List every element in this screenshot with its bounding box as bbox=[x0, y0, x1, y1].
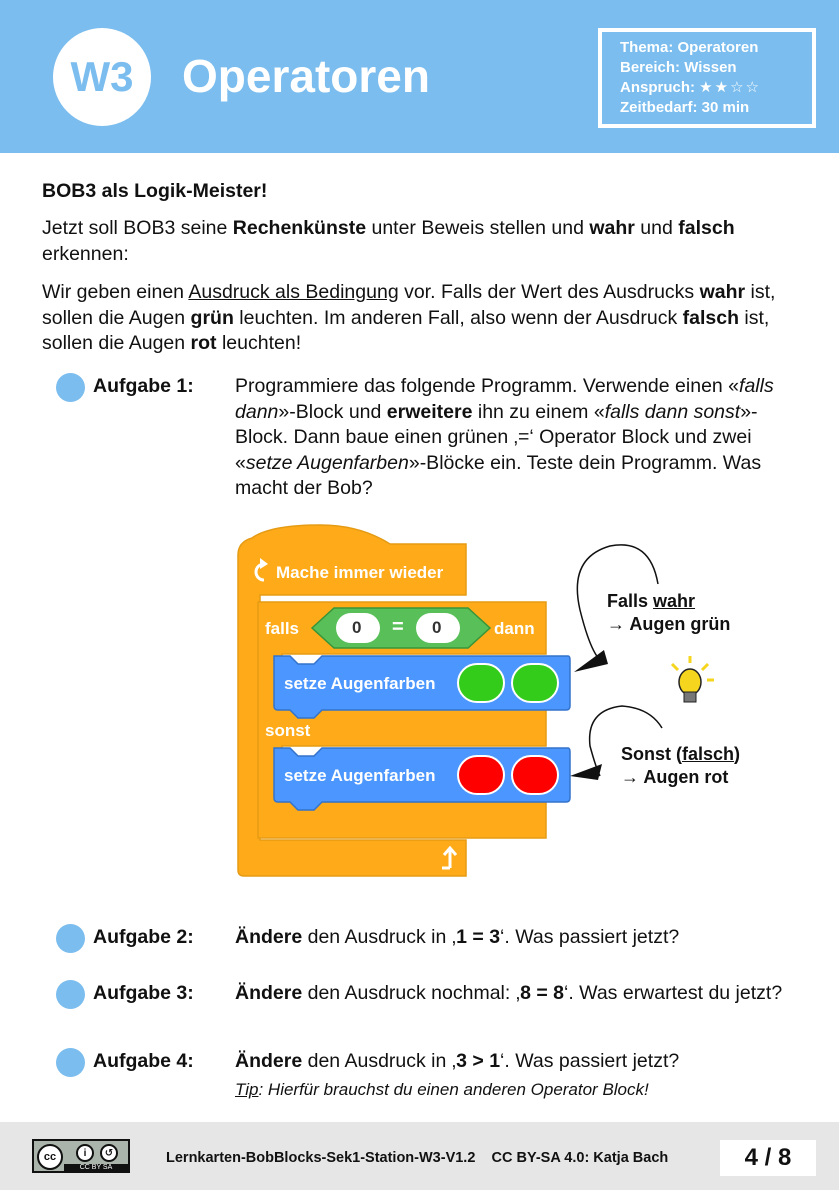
text-run: »-Block. Dann baue einen grünen ‚=‘ Operator Block und zwei « bbox=[235, 400, 758, 474]
intro-paragraph-1 bbox=[42, 216, 802, 267]
task-3-text bbox=[235, 981, 795, 1007]
text-run: → Augen rot bbox=[621, 767, 729, 787]
text-bold: falsch bbox=[678, 217, 735, 239]
text-bold: Ändere bbox=[235, 926, 303, 948]
note-true bbox=[607, 590, 730, 636]
text-run: ihn zu einem « bbox=[472, 400, 605, 423]
text-underlined: Ausdruck als Bedingung bbox=[188, 281, 399, 303]
meta-anspruch-label: Anspruch: bbox=[620, 79, 695, 96]
left-value: 0 bbox=[352, 618, 362, 637]
eye-right-red bbox=[512, 756, 558, 794]
task-bullet bbox=[56, 924, 85, 953]
cc-license-badge bbox=[32, 1139, 130, 1173]
section-heading: BOB3 als Logik-Meister! bbox=[42, 180, 268, 202]
text-run: leuchten. Im anderen Fall, also wenn der Ausdruck bbox=[233, 306, 683, 329]
footer bbox=[0, 1122, 839, 1190]
text-bold: 3 > 1 bbox=[456, 1050, 501, 1072]
text-bold: Ändere bbox=[235, 982, 303, 1004]
task-2-text bbox=[235, 925, 795, 951]
task-4-text bbox=[235, 1049, 795, 1075]
text-run: »-Blöcke ein. Teste dein Programm. Was macht der Bob? bbox=[235, 451, 762, 499]
text-bold: Rechenkünste bbox=[232, 217, 367, 239]
text-bold: wahr bbox=[699, 281, 746, 303]
meta-thema: Thema: Operatoren bbox=[620, 39, 759, 56]
text-bold: 1 = 3 bbox=[456, 926, 501, 948]
text-run: und bbox=[634, 217, 679, 239]
program-diagram bbox=[230, 520, 830, 890]
note-false bbox=[621, 743, 740, 789]
page-number: 4 / 8 bbox=[720, 1140, 816, 1176]
meta-zeitbedarf: Zeitbedarf: 30 min bbox=[620, 99, 750, 116]
page-title: Operatoren bbox=[182, 50, 430, 102]
text-run: »-Block und bbox=[278, 400, 387, 423]
text-bold: Ändere bbox=[235, 1050, 303, 1072]
loop-label: Mache immer wieder bbox=[276, 563, 444, 582]
meta-anspruch bbox=[620, 78, 812, 98]
if-label: falls bbox=[265, 619, 300, 638]
eye-left-green bbox=[458, 664, 504, 702]
arrow-false-head bbox=[570, 764, 602, 780]
else-label: sonst bbox=[265, 721, 311, 740]
task-bullet bbox=[56, 980, 85, 1009]
right-value: 0 bbox=[432, 618, 442, 637]
eye-right-green bbox=[512, 664, 558, 702]
text-bold: falsch bbox=[682, 306, 739, 329]
text-bold: rot bbox=[190, 332, 217, 354]
footer-credits: Lernkarten-BobBlocks-Sek1-Station-W3-V1.2 CC BY-SA 4.0: Katja Bach bbox=[166, 1150, 669, 1166]
text-run: ist, sollen die Augen bbox=[42, 306, 770, 354]
text-underlined: wahr bbox=[653, 591, 696, 611]
eye-left-red bbox=[458, 756, 504, 794]
task-1-text bbox=[235, 374, 775, 502]
text-bold: 8 = 8 bbox=[520, 982, 564, 1004]
text-bold: grün bbox=[190, 306, 234, 329]
text-underlined: falsch bbox=[682, 744, 735, 764]
text-run: ist, sollen die Augen bbox=[42, 281, 776, 329]
cc-by-icon: i bbox=[76, 1144, 94, 1162]
intro-paragraph-2 bbox=[42, 280, 802, 357]
task-2-label: Aufgabe 2: bbox=[93, 926, 194, 948]
meta-bereich: Bereich: Wissen bbox=[620, 59, 737, 76]
text-run: ‘. Was erwartest du jetzt? bbox=[563, 982, 783, 1004]
text-run: Programmiere das folgende Programm. Verwende einen « bbox=[235, 375, 740, 397]
text-run: vor. Falls der Wert des Ausdrucks bbox=[398, 281, 700, 303]
text-italic: falls dann bbox=[235, 375, 774, 423]
light-bulb-icon bbox=[672, 656, 714, 702]
text-run: den Ausdruck in ‚ bbox=[302, 926, 457, 948]
text-run: Wir geben einen bbox=[42, 281, 189, 303]
text-bold: wahr bbox=[589, 217, 635, 239]
header-banner bbox=[0, 0, 839, 153]
operator-symbol: = bbox=[392, 616, 404, 638]
cc-logo-icon: cc bbox=[37, 1144, 63, 1170]
then-label: dann bbox=[494, 619, 535, 638]
text-run: ) bbox=[734, 744, 741, 764]
text-underlined: Tip bbox=[235, 1080, 259, 1099]
station-badge: W3 bbox=[53, 28, 151, 126]
text-run: leuchten! bbox=[216, 332, 302, 354]
text-run: → Augen grün bbox=[607, 614, 731, 634]
task-1-label: Aufgabe 1: bbox=[93, 375, 194, 397]
text-run: den Ausdruck nochmal: ‚ bbox=[302, 982, 521, 1004]
task-bullet bbox=[56, 1048, 85, 1077]
text-run: unter Beweis stellen und bbox=[366, 217, 590, 239]
text-italic: setze Augenfarben bbox=[245, 451, 409, 474]
text-run: Sonst ( bbox=[621, 744, 682, 764]
text-run: erkennen: bbox=[42, 242, 129, 265]
text-bold: erweitere bbox=[386, 400, 473, 423]
task-3-label: Aufgabe 3: bbox=[93, 982, 194, 1004]
cc-badge-text: CC BY SA bbox=[64, 1164, 128, 1172]
set-eyes-label-1: setze Augenfarben bbox=[284, 674, 436, 693]
set-eyes-label-2: setze Augenfarben bbox=[284, 766, 436, 785]
info-box bbox=[598, 28, 816, 128]
cc-sa-icon: ↺ bbox=[100, 1144, 118, 1162]
text-run: ‘. Was passiert jetzt? bbox=[500, 926, 680, 948]
arrow-true-head bbox=[574, 650, 608, 672]
text-run: den Ausdruck in ‚ bbox=[302, 1050, 457, 1072]
star-rating-icon: ★★☆☆ bbox=[699, 79, 761, 96]
task-bullet bbox=[56, 373, 85, 402]
task-4-tip bbox=[235, 1080, 649, 1100]
text-run: Falls bbox=[607, 591, 654, 611]
text-italic: falls dann sonst bbox=[604, 400, 741, 423]
task-4-label: Aufgabe 4: bbox=[93, 1050, 194, 1072]
text-run: Jetzt soll BOB3 seine bbox=[42, 217, 233, 239]
text-run: : Hierfür brauchst du einen anderen Operator Block! bbox=[258, 1080, 649, 1099]
text-run: ‘. Was passiert jetzt? bbox=[500, 1050, 680, 1072]
